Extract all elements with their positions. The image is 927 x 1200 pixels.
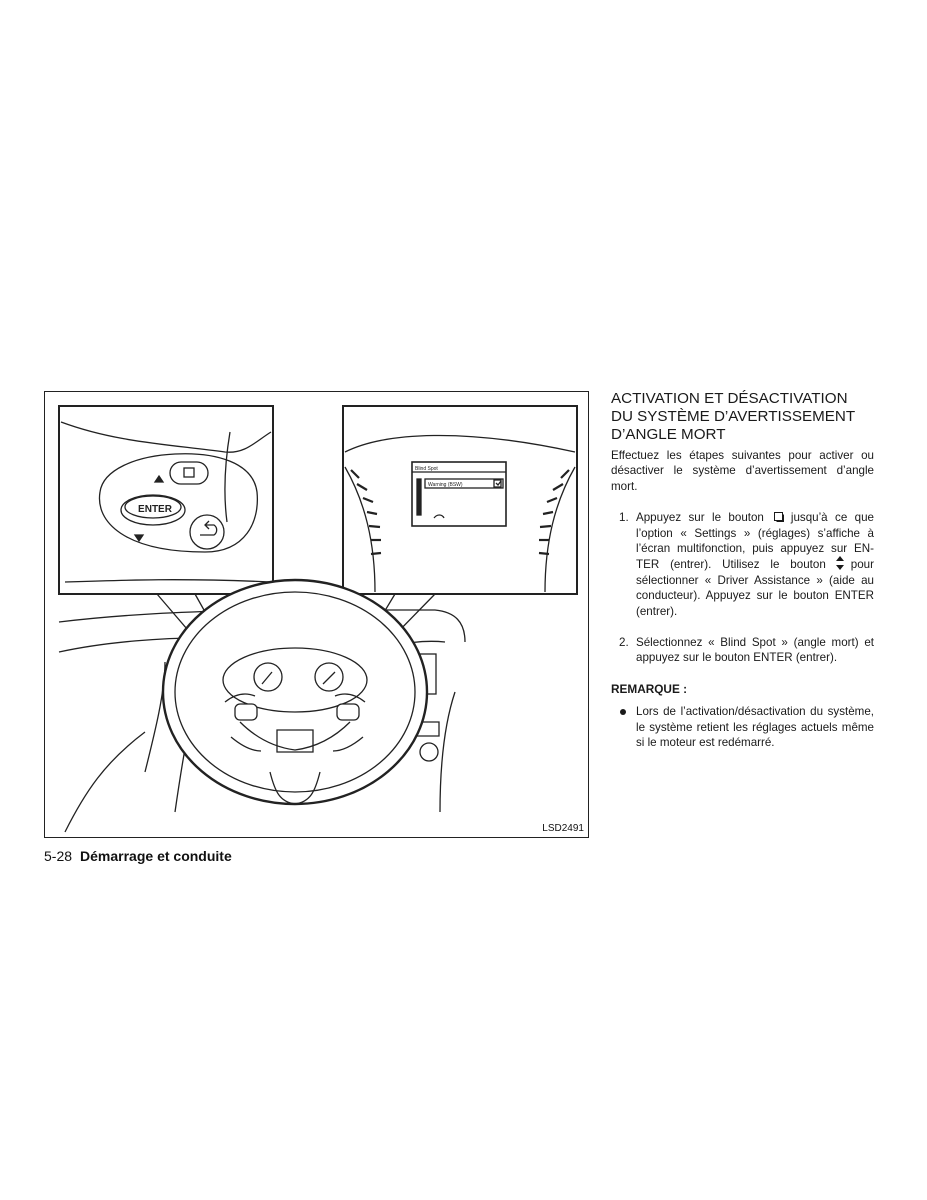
section-title-line: ACTIVATION ET DÉSACTIVATION	[611, 390, 848, 407]
bullet-icon	[620, 709, 626, 715]
illustration-figure	[44, 391, 589, 838]
note-heading: REMARQUE :	[611, 681, 688, 696]
text-column	[611, 390, 874, 751]
menu-button-icon	[773, 511, 785, 523]
steering-wheel-illustration	[45, 392, 590, 839]
section-title-line: D’ANGLE MORT	[611, 426, 726, 443]
step-text: Appuyez sur le bouton	[636, 511, 764, 525]
up-down-arrow-icon	[835, 556, 845, 570]
page-footer	[44, 848, 232, 864]
screen-title-label: Blind Spot	[415, 466, 438, 472]
back-button-drawing	[190, 515, 224, 549]
page-number: 5-28	[44, 848, 73, 864]
note-list	[611, 704, 874, 750]
screen-item-label: Warning (BSW)	[428, 482, 463, 488]
steering-wheel-rim	[163, 580, 427, 804]
step-text: Sélectionnez « Blind Spot » (angle mort) et appuyez sur le bouton ENTER (entrer).	[636, 636, 874, 665]
enter-button-label: ENTER	[138, 504, 172, 515]
section-title-line: DU SYSTÈME D’AVERTISSEMENT	[611, 408, 856, 425]
section-title	[611, 390, 874, 444]
intro-paragraph: Effectuez les étapes suivantes pour activer ou désactiver le système d’avertissement d’angle mort.	[611, 449, 874, 493]
step-item	[611, 510, 874, 619]
step-number: 2.	[619, 636, 629, 650]
figure-code: LSD2491	[542, 823, 584, 834]
menu-button-drawing	[170, 462, 208, 484]
step-text: jusqu’à ce que l’option « Settings » (réglages) s’affiche à l’écran multifonction, puis appuyez sur EN-TER (entrer). Utilisez le bouton	[636, 511, 874, 572]
section-name: Démarrage et conduite	[80, 848, 232, 864]
steps-list	[611, 510, 874, 666]
step-number: 1.	[619, 511, 629, 525]
note-item	[611, 704, 874, 750]
note-text: Lors de l’activation/désactivation du système, le système retient les réglages actuels même si le moteur est redémarré.	[636, 705, 874, 750]
step-item	[611, 635, 874, 666]
step-text: pour sélectionner « Driver Assistance » (aide au conducteur). Appuyez sur le bouton ENTER (entrer).	[636, 558, 874, 618]
